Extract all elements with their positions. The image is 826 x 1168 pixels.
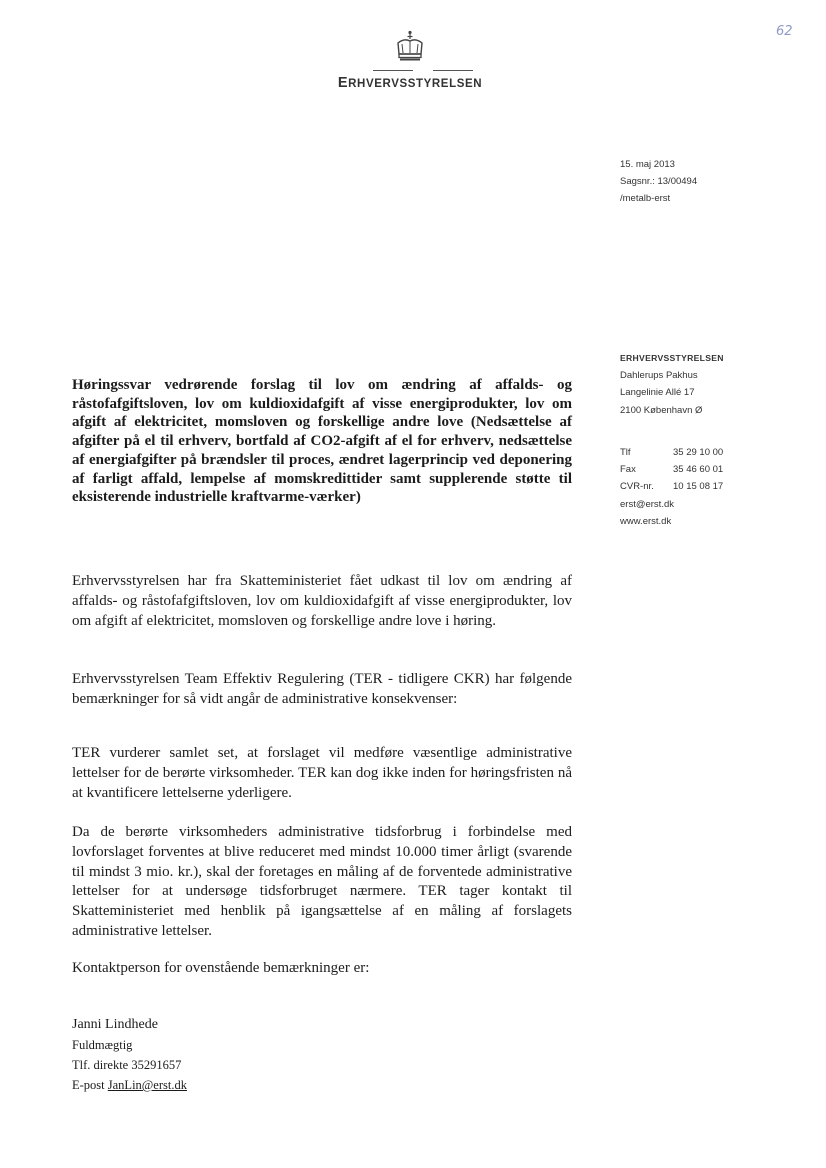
sender-email: erst@erst.dk (620, 498, 674, 510)
body-paragraph: Erhvervsstyrelsen Team Effektiv Regulering (TER - tidligere CKR) har følgende bemærkninger for så vidt angår de administrative konsekvenser: (72, 671, 572, 707)
body-paragraph: Da de berørte virksomheders administrative tidsforbrug i forbindelse med lovforslaget forventes at blive reduceret med mindst 10.000 timer årligt (svarende til mindst 3 mio. kr.), skal der foretages en måling af de forventede administrative lettelser for at undersøge tidsforbruget nærmere. TER tager kontakt til Skatteministeriet med henblik på igangsættelse af en måling af forslagets administrative lettelser. (72, 824, 572, 939)
sender-organisation: ERHVERVSSTYRELSEN (620, 353, 724, 363)
letter-meta (620, 156, 697, 208)
contact-row (620, 444, 723, 461)
logo-wordmark: ERHVERVSSTYRELSEN (337, 75, 483, 91)
sender-contact (620, 444, 723, 530)
address-line: 2100 København Ø (620, 404, 703, 416)
sender-website: www.erst.dk (620, 515, 672, 527)
body-paragraph: TER vurderer samlet set, at forslaget vil medføre væsentlige administrative lettelser for de berørte virksomheder. TER kan dog ikke inden for høringsfristen nå at kvantificere lettelserne yderligere. (72, 745, 572, 801)
address-line: Langelinie Allé 17 (620, 387, 695, 399)
erhvervsstyrelsen-logo (305, 30, 515, 92)
signatory-name: Janni Lindhede (72, 1017, 158, 1032)
letter-title: Høringssvar vedrørende forslag til lov om ændring af affalds- og råstofafgiftsloven, lov om kuldioxidafgift af visse energiprodukter, lov om afgift af elektricitet, momsloven og forskellige andre love (Nedsættelse af afgifter på el til erhverv, bortfald af CO2-afgift af el for erhverv, nedsættelse af energiafgifter på brændsler til proces, ændret lagerprincip ved deponering af farligt affald, lempelse af momskredittider samt supplerende støtte til eksisterende industrielle kraftvarme-værker) (72, 377, 572, 506)
sender-address (620, 350, 724, 419)
contact-label: Tlf (620, 447, 631, 458)
contact-value: 10 15 08 17 (673, 481, 724, 493)
contact-row (620, 461, 723, 478)
logo-rule-right (433, 70, 473, 71)
email-label: E-post (72, 1078, 105, 1092)
contact-label: Fax (620, 464, 636, 476)
contact-label: CVR-nr. (620, 481, 654, 493)
signatory-email-line (72, 1075, 187, 1095)
signatory-email-link[interactable]: JanLin@erst.dk (107, 1078, 187, 1092)
signatory-phone: Tlf. direkte 35291657 (72, 1058, 182, 1072)
logo-rule-left (373, 70, 413, 71)
page-number: 62 (776, 24, 793, 39)
signatory-role: Fuldmægtig (72, 1038, 133, 1052)
contact-row (620, 478, 723, 495)
contact-value: 35 29 10 00 (673, 447, 724, 458)
contact-value: 35 46 60 01 (673, 464, 724, 476)
case-number: Sagsnr.: 13/00494 (620, 176, 698, 188)
signature-block (72, 1015, 187, 1095)
letter-date: 15. maj 2013 (620, 159, 675, 170)
address-line: Dahlerups Pakhus (620, 370, 698, 382)
crown-icon (395, 30, 425, 62)
body-paragraph: Kontaktperson for ovenstående bemærkninger er: (72, 960, 370, 976)
reference: /metalb-erst (620, 193, 671, 205)
body-paragraph: Erhvervsstyrelsen har fra Skatteministeriet fået udkast til lov om ændring af affalds- og råstofafgiftsloven, lov om kuldioxidafgift af visse energiprodukter, lov om afgift af elektricitet, momsloven og forskellige andre love i høring. (72, 573, 572, 629)
